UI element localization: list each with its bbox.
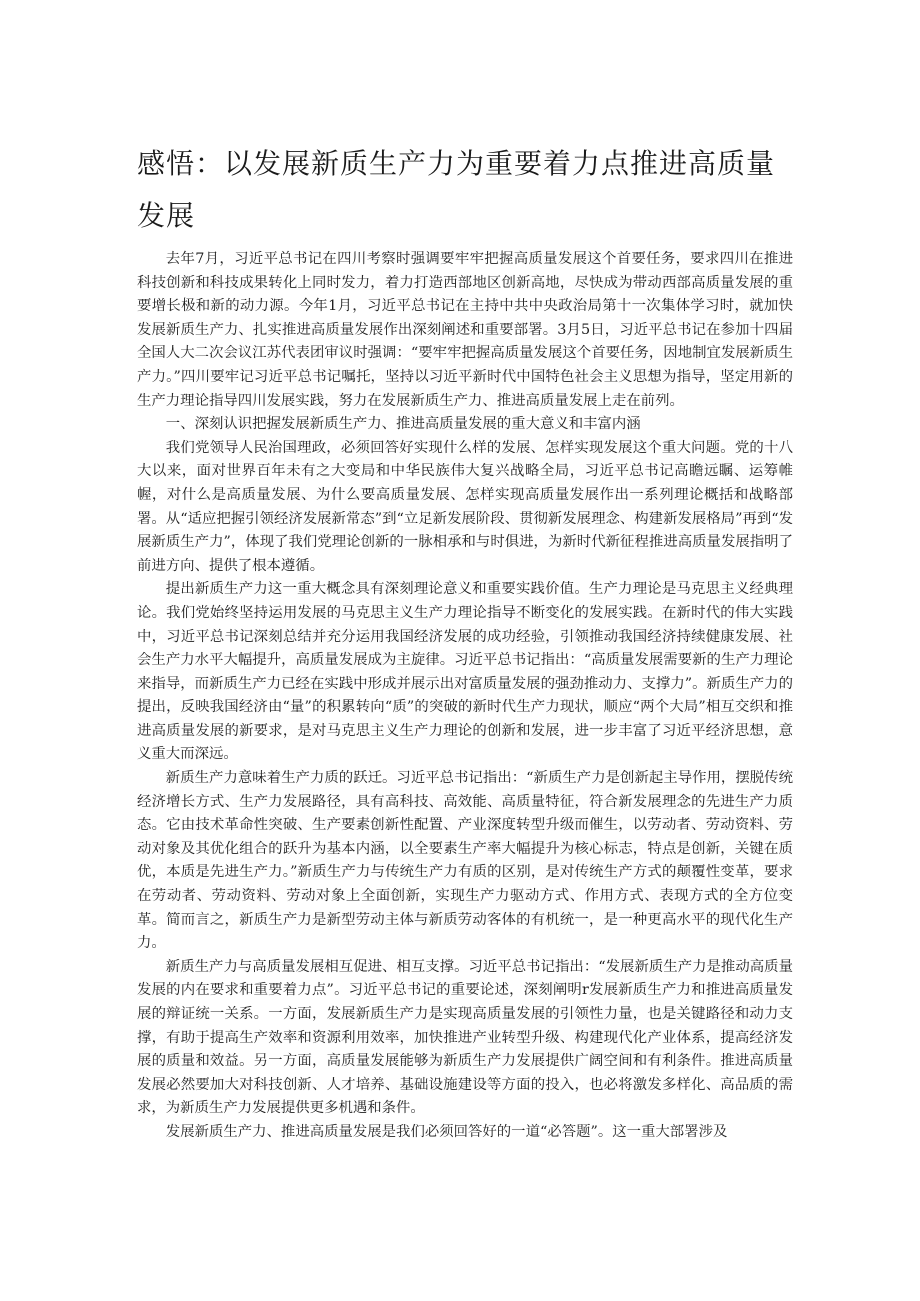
- paragraph: 新质生产力与高质量发展相互促进、相互支撑。习近平总书记指出：“发展新质生产力是推动高质量发展的内在要求和重要着力点”。习近平总书记的重要论述，深刻阐明r发展新质生产力和推进高质量发展的辩证统一关系。一方面，发展新质生产力是实现高质量发展的引领性力量，也是关键路径和动力支撑，有助于提高生产效率和资源利用效率，加快推进产业转型升级、构建现代化产业体系，提高经济发展的质量和效益。另一方面，高质量发展能够为新质生产力发展提供广阔空间和有利条件。推进高质量发展必然要加大对科技创新、人才培养、基础设施建设等方面的投入，也必将激发多样化、高品质的需求，为新质生产力发展提供更多机遇和条件。: [137, 958, 793, 1117]
- paragraph: 新质生产力意味着生产力质的跃迁。习近平总书记指出：“新质生产力是创新起主导作用，摆脱传统经济增长方式、生产力发展路径，具有高科技、高效能、高质量特征，符合新发展理念的先进生产力质态。它由技术革命性突破、生产要素创新性配置、产业深度转型升级而催生，以劳动者、劳动资料、劳动对象及其优化组合的跃升为基本内涵，以全要素生产率大幅提升为核心标志，特点是创新，关键在质优，本质是先进生产力。”新质生产力与传统生产力有质的区别，是对传统生产方式的颠覆性变革，要求在劳动者、劳动资料、劳动对象上全面创新，实现生产力驱动方式、作用方式、表现方式的全方位变革。简而言之，新质生产力是新型劳动主体与新质劳动客体的有机统一，是一种更高水平的现代化生产力。: [137, 770, 793, 952]
- paragraph-intro: 去年7月，习近平总书记在四川考察时强调要牢牢把握高质量发展这个首要任务，要求四川在推进科技创新和科技成果转化上同时发力，着力打造西部地区创新高地，尽快成为带动西部高质量发展的重要增长极和新的动力源。今年1月，习近平总书记在主持中共中央政治局第十一次集体学习时，就加快发展新质生产力、扎实推进高质量发展作出深刻阐述和重要部署。3月5日，习近平总书记在参加十四届全国人大二次会议江苏代表团审议时强调：“要牢牢把握高质量发展这个首要任务，因地制宜发展新质生产力。”四川要牢记习近平总书记嘱托，坚持以习近平新时代中国特色社会主义思想为指导，坚定用新的生产力理论指导四川发展实践，努力在发展新质生产力、推进高质量发展上走在前列。: [137, 251, 793, 409]
- section-heading-1: 一、深刻认识把握发展新质生产力、推进高质量发展的重大意义和丰富内涵: [165, 416, 641, 433]
- paragraph: 发展新质生产力、推进高质量发展是我们必须回答好的一道“必答题”。这一重大部署涉及: [165, 1123, 728, 1140]
- paragraph: 我们党领导人民治国理政，必须回答好实现什么样的发展、怎样实现发展这个重大问题。党的十八大以来，面对世界百年未有之大变局和中华民族伟大复兴战略全局，习近平总书记高瞻远瞩、运筹帷幄，对什么是高质量发展、为什么要高质量发展、怎样实现高质量发展作出一系列理论概括和战略部署。从“适应把握引领经济发展新常态”到“立足新发展阶段、贯彻新发展理念、构建新发展格局”再到“发展新质生产力”，体现了我们党理论创新的一脉相承和与时俱进，为新时代新征程推进高质量发展指明了前进方向、提供了根本遵循。: [137, 439, 793, 574]
- document-body: [137, 248, 793, 1145]
- document-title: 感悟：以发展新质生产力为重要着力点推进高质量发展: [137, 147, 776, 232]
- paragraph: 提出新质生产力这一重大概念具有深刻理论意义和重要实践价值。生产力理论是马克思主义经典理论。我们党始终坚持运用发展的马克思主义生产力理论指导不断变化的发展实践。在新时代的伟大实践中，习近平总书记深刻总结并充分运用我国经济发展的成功经验，引领推动我国经济持续健康发展、社会生产力水平大幅提升，高质量发展成为主旋律。习近平总书记指出：“高质量发展需要新的生产力理论来指导，而新质生产力已经在实践中形成并展示出对富质量发展的强劲推动力、支撑力”。新质生产力的提出，反映我国经济由“量”的积累转向“质”的突破的新时代生产力现状，顺应“两个大局”相互交织和推进高质量发展的新要求，是对马克思主义生产力理论的创新和发展，进一步丰富了习近平经济思想，意义重大而深远。: [137, 581, 793, 763]
